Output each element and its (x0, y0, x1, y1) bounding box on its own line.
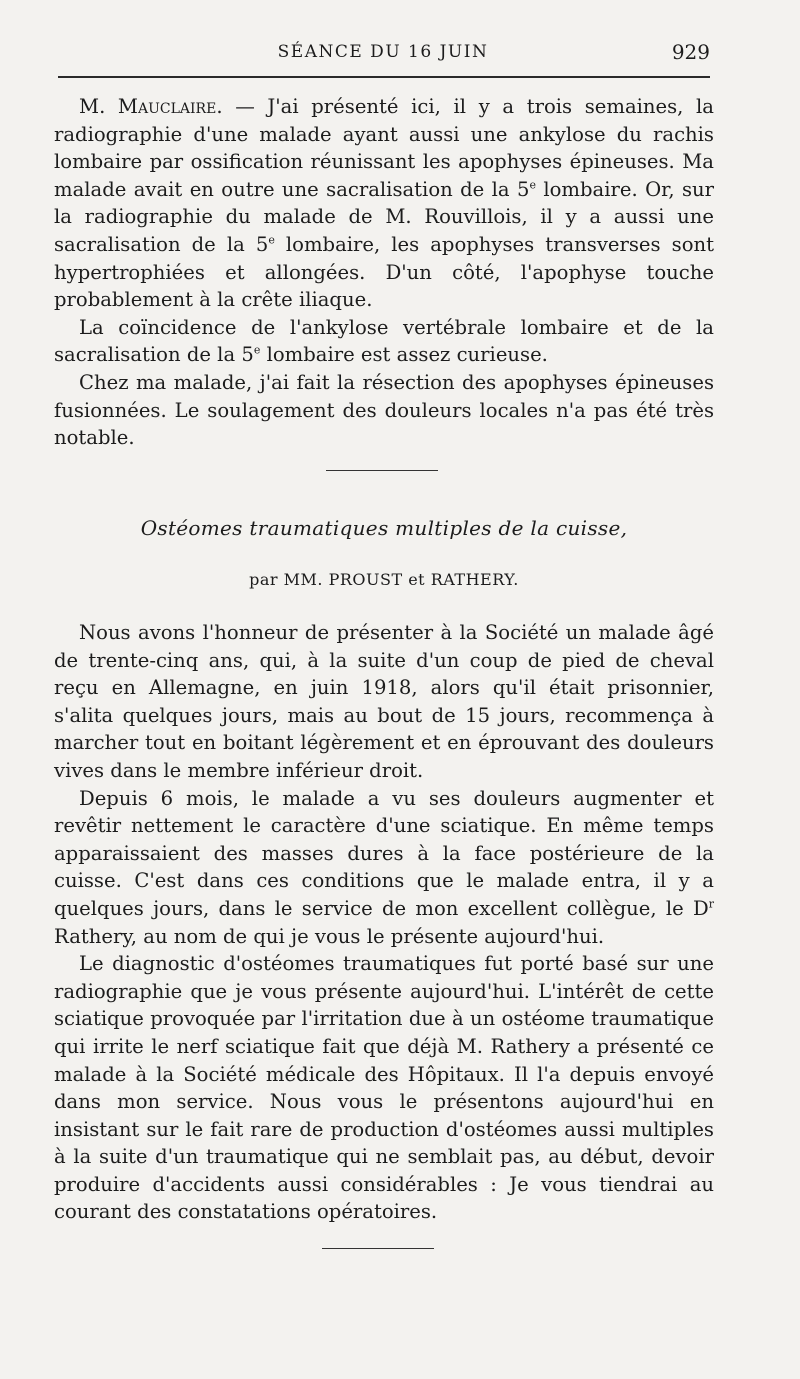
article-title: Ostéomes traumatiques multiples de la cuisse, (140, 516, 628, 540)
running-title: SÉANCE DU 16 JUIN (277, 42, 489, 62)
article-paragraph: Le diagnostic d'ostéomes traumatiques fut porté basé sur une radiographie que je vous présente aujourd'hui. L'intérêt de cette sciatique provoquée par l'irritation due à un ostéome traumatique qui irrite le nerf sciatique fait que déjà M. Rathery a présenté ce malade à la Société médicale des Hôpitaux. Il l'a depuis envoyé dans mon service. Nous vous le présentons aujourd'hui en insistant sur le fait rare de production d'ostéomes aussi multiples à la suite d'un traumatique qui ne semblait pas, au début, devoir produire d'accidents aussi considérables : Je vous tiendrai au courant des constatations opératoires. (54, 952, 714, 1224)
discussion-section (54, 93, 714, 452)
running-head (54, 38, 712, 68)
header-rule (58, 76, 710, 78)
section-divider (326, 470, 438, 471)
speaker-name: M. Mauclaire. (79, 95, 223, 118)
article-paragraph: Nous avons l'honneur de présenter à la Société un malade âgé de trente-cinq ans, qui, à la suite d'un coup de pied de cheval reçu en Allemagne, en juin 1918, alors qu'il était prisonnier, s'alita quelques jours, mais au bout de 15 jours, recommença à marcher tout en boitant légèrement et en éprouvant des douleurs vives dans le membre inférieur droit. (54, 621, 714, 782)
page-number: 929 (671, 40, 710, 64)
discussion-paragraph: La coïncidence de l'ankylose vertébrale lombaire et de la sacralisation de la 5e lombaire est assez curieuse. (54, 315, 714, 367)
discussion-paragraph: M. Mauclaire. — J'ai présenté ici, il y a trois semaines, la radiographie d'une malade ayant aussi une ankylose du rachis lombaire par ossification réunissant les apophyses épineuses. Ma malade avait en outre une sacralisation de la 5e lombaire. Or, sur la radiographie du malade de M. Rouvillois, il y a aussi une sacralisation de la 5e lombaire, les apophyses transverses sont hypertrophiées et allongées. D'un côté, l'apophyse touche probablement à la crête iliaque. (54, 95, 714, 312)
article-byline: par MM. PROUST et RATHERY. (249, 570, 519, 589)
article-paragraph: Depuis 6 mois, le malade a vu ses douleurs augmenter et revêtir nettement le caractère d'une sciatique. En même temps apparaissaient des masses dures à la face postérieure de la cuisse. C'est dans ces conditions que le malade entra, il y a quelques jours, dans le service de mon excellent collègue, le $D^r$ Rathery, au nom de qui je vous le présente aujourd'hui. (54, 786, 714, 948)
article-body (54, 619, 714, 1226)
end-divider (322, 1248, 434, 1249)
discussion-paragraph: Chez ma malade, j'ai fait la résection des apophyses épineuses fusionnées. Le soulagement des douleurs locales n'a pas été très notable. (54, 370, 714, 450)
